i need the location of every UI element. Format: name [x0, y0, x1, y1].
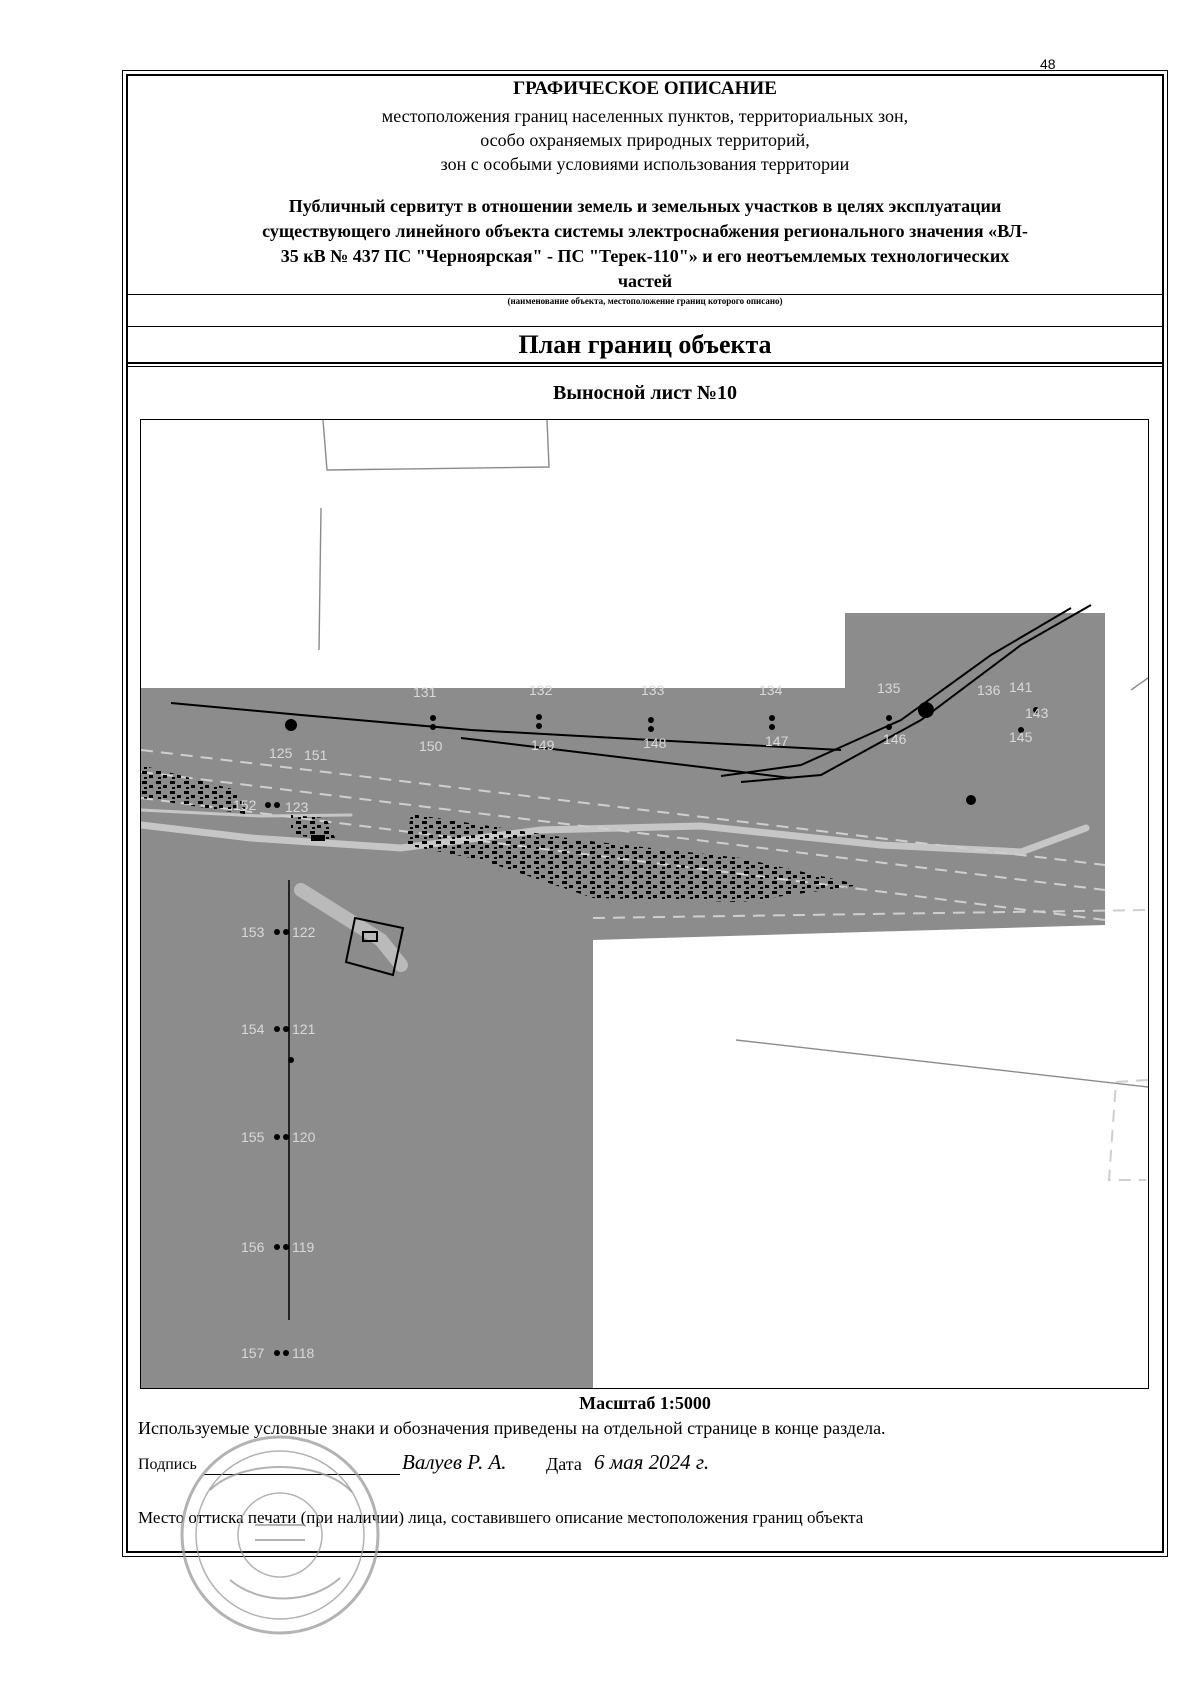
point-label: 152 — [233, 797, 257, 813]
point-label: 134 — [759, 682, 783, 698]
divider-line — [128, 366, 1162, 367]
signature-label: Подпись — [138, 1456, 197, 1473]
point-label: 156 — [241, 1239, 265, 1255]
document-title: ГРАФИЧЕСКОЕ ОПИСАНИЕ — [513, 78, 777, 99]
sheet-title: Выносной лист №10 — [553, 382, 737, 404]
point-label: 133 — [641, 682, 665, 698]
date-value: 6 мая 2024 г. — [594, 1450, 710, 1474]
point-label: 122 — [292, 924, 316, 940]
object-name — [188, 194, 1102, 294]
divider-line — [128, 294, 1162, 295]
point-label: 121 — [292, 1021, 316, 1037]
object-name-line: существующего линейного объекта системы электроснабжения регионального значения «ВЛ- — [262, 221, 1028, 241]
point-label: 157 — [241, 1345, 265, 1361]
date-label: Дата — [546, 1454, 582, 1474]
point-label: 119 — [292, 1239, 315, 1255]
point-label: 150 — [419, 738, 443, 754]
point-label: 146 — [883, 731, 907, 747]
point-label: 125 — [269, 745, 293, 761]
servitude-zone — [141, 613, 1105, 1388]
plan-title: План границ объекта — [518, 330, 772, 359]
object-name-line: 35 кВ № 437 ПС "Черноярская" - ПС "Терек-110"» и его неотъемлемых технологических — [280, 246, 1010, 266]
seal-stamp — [170, 1430, 390, 1640]
page-number: 48 — [1040, 56, 1056, 72]
map-scale: Масштаб 1:5000 — [579, 1393, 711, 1413]
stamp-note: Место оттиска печати (при наличии) лица, составившего описание местоположения границ объекта — [138, 1508, 864, 1527]
point-label: 143 — [1025, 705, 1049, 721]
point-label: 145 — [1009, 729, 1033, 745]
subtitle-line: особо охраняемых природных территорий, — [480, 130, 810, 150]
point-label: 118 — [292, 1345, 315, 1361]
document-subtitle — [128, 104, 1162, 176]
point-label: 155 — [241, 1129, 265, 1145]
point-label: 135 — [877, 680, 901, 696]
legend-note: Используемые условные знаки и обозначения приведены на отдельной странице в конце раздела. — [138, 1418, 886, 1438]
divider-line — [128, 326, 1162, 327]
point-label: 147 — [765, 733, 789, 749]
point-label: 154 — [241, 1021, 265, 1037]
point-label: 123 — [285, 799, 309, 815]
point-label: 148 — [643, 735, 667, 751]
divider-line — [128, 362, 1162, 364]
object-name-line: частей — [617, 271, 673, 291]
subtitle-line: зон с особыми условиями использования территории — [440, 154, 850, 174]
boundary-map[interactable] — [140, 419, 1149, 1389]
object-name-line: Публичный сервитут в отношении земель и земельных участков в целях эксплуатации — [288, 196, 1002, 216]
point-label: 131 — [413, 684, 437, 700]
point-label: 120 — [292, 1129, 316, 1145]
point-label: 151 — [304, 747, 328, 763]
point-label: 136 — [977, 682, 1001, 698]
point-label: 141 — [1009, 679, 1033, 695]
subtitle-line: местоположения границ населенных пунктов, территориальных зон, — [381, 106, 909, 126]
point-label: 153 — [241, 924, 265, 940]
point-label: 149 — [531, 737, 555, 753]
object-caption: (наименование объекта, местоположение границ которого описано) — [507, 296, 783, 306]
point-label: 132 — [529, 682, 553, 698]
signer-name: Валуев Р. А. — [402, 1450, 507, 1474]
